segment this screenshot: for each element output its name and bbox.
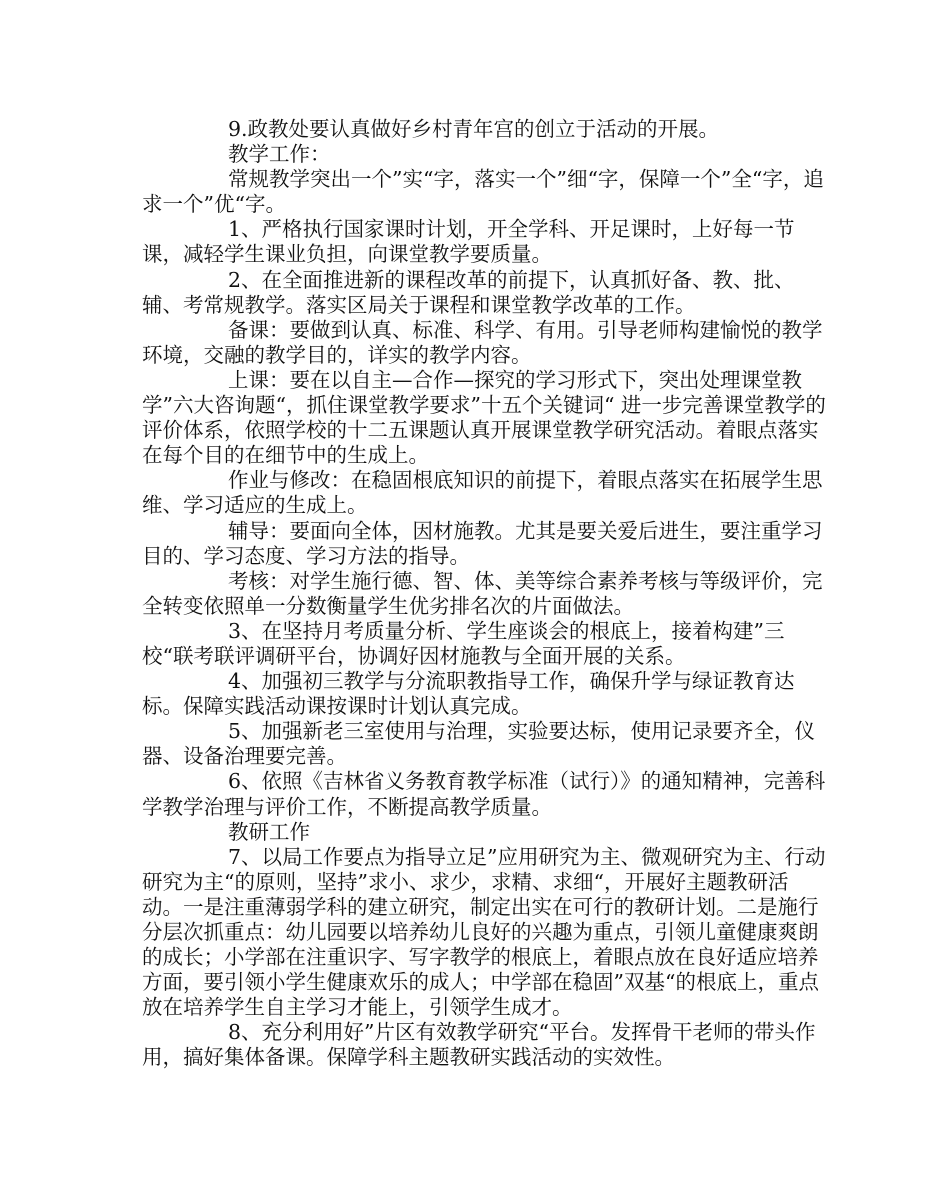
paragraph-item-6: 6、依照《吉林省义务教育教学标准（试行）》的通知精神，完善科学教学治理与评价工作，不断提高教学质量。: [142, 769, 826, 819]
paragraph-assessment: 考核：对学生施行德、智、体、美等综合素养考核与等级评价，完全转变依照单一分数衡量学生优劣排名次的片面做法。: [142, 568, 823, 618]
heading-teaching-research: 教研工作: [228, 819, 310, 844]
paragraph-lesson-prep: 备课：要做到认真、标准、科学、有用。引导老师构建愉悦的教学环境，交融的教学目的，详实的教学内容。: [142, 317, 823, 367]
paragraph-classes: 上课：要在以自主—合作—探究的学习形式下，突出处理课堂教学”六大咨询题“，抓住课堂教学要求”十五个关键词“ 进一步完善课堂教学的评价体系，依照学校的十二五课题认真开展课堂教学研究活动。着眼点落实在每个目的在细节中的生成上。: [142, 367, 826, 468]
paragraph-tutoring: 辅导：要面向全体，因材施教。尤其是要关爱后进生，要注重学习目的、学习态度、学习方法的指导。: [142, 518, 823, 568]
document-body: [142, 117, 826, 1071]
paragraph-routine-teaching: 常规教学突出一个”实“字，落实一个”细“字，保障一个”全“字，追求一个”优“字。: [142, 167, 824, 217]
paragraph-item-3: 3、在坚持月考质量分析、学生座谈会的根底上，接着构建”三校“联考联评调研平台，协调好因材施教与全面开展的关系。: [142, 618, 785, 668]
paragraph-item-7: 7、以局工作要点为指导立足”应用研究为主、微观研究为主、行动研究为主“的原则，坚持”求小、求少，求精、求细“，开展好主题教研活动。一是注重薄弱学科的建立研究，制定出实在可行的教研计划。二是施行分层次抓重点：幼儿园要以培养幼儿良好的兴趣为重点，引领儿童健康爽朗的成长；小学部在注重识字、写字教学的根底上，着眼点放在良好适应培养方面，要引领小学生健康欢乐的成人；中学部在稳固”双基“的根底上，重点放在培养学生自主学习才能上，引领学生成才。: [142, 844, 826, 1020]
paragraph-homework: 作业与修改：在稳固根底知识的前提下，着眼点落实在拓展学生思维、学习适应的生成上。: [142, 468, 823, 518]
heading-teaching-work: 教学工作：: [228, 142, 331, 167]
paragraph-item-5: 5、加强新老三室使用与治理，实验要达标，使用记录要齐全，仪器、设备治理要完善。: [142, 719, 816, 769]
paragraph-item-1: 1、严格执行国家课时计划，开全学科、开足课时，上好每一节课，减轻学生课业负担，向课堂教学要质量。: [142, 217, 795, 267]
paragraph-political-education: 9.政教处要认真做好乡村青年宫的创立于活动的开展。: [228, 117, 720, 141]
paragraph-item-2: 2、在全面推进新的课程改革的前提下，认真抓好备、教、批、辅、考常规教学。落实区局关于课程和课堂教学改革的工作。: [142, 267, 795, 317]
paragraph-item-8: 8、充分利用好”片区有效教学研究“平台。发挥骨干老师的带头作用，搞好集体备课。保障学科主题教研实践活动的实效性。: [142, 1020, 816, 1070]
paragraph-item-4: 4、加强初三教学与分流职教指导工作，确保升学与绿证教育达标。保障实践活动课按课时计划认真完成。: [142, 669, 795, 719]
